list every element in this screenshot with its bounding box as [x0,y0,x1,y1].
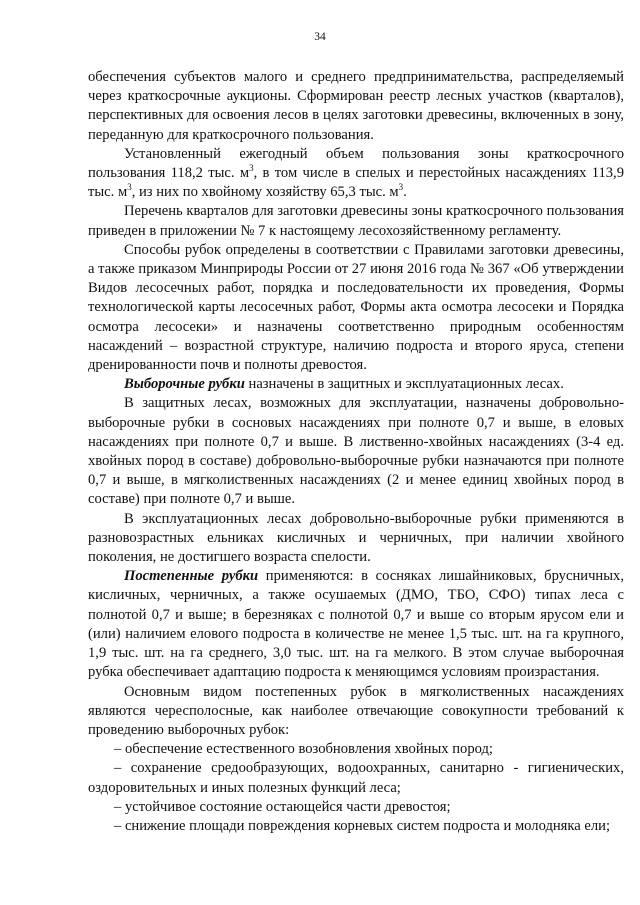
paragraph-quarter-list: Перечень кварталов для заготовки древесины зоны краткосрочного пользования приведен в приложении № 7 к настоящему лесохозяйственному регламенту. [88,203,624,239]
list-item: – обеспечение естественного возобновления хвойных пород; [114,741,493,758]
paragraph-gradual-cutting [88,567,624,682]
paragraph-strip-cutting: Основным видом постепенных рубок в мягколиственных насаждениях являются чересполосные, как наиболее отвечающие совокупности требований к проведению выборочных рубок: [88,683,624,738]
volume-text-d: . [403,184,407,201]
term-selective-cutting: Выборочные рубки [124,376,245,393]
document-body [88,68,624,836]
page-number: 34 [314,31,326,43]
term-gradual-cutting: Постепенные рубки [124,568,259,585]
volume-text-c: , из них по хвойному хозяйству 65,3 тыс. м [131,184,399,201]
list-item: – сохранение средообразующих, водоохранных, санитарно - гигиенических, оздоровительных и иных полезных функций леса; [88,760,624,796]
paragraph-smb-reestr: обеспечения субъектов малого и среднего предпринимательства, распределяемый через краткосрочные аукционы. Сформирован реестр лесных участков (кварталов), перспективных для освоения лесов в целях заготовки древесины, включенных в зону, переданную для краткосрочного пользования. [88,69,624,143]
cubic-sup-1: 3 [249,163,254,174]
list-item: – снижение площади повреждения корневых систем подроста и молодняка ели; [114,817,611,834]
paragraph-cutting-methods: Способы рубок определены в соответствии с Правилами заготовки древесины, а также приказом Минприроды России от 27 июня 2016 года № 367 «Об утверждении Видов лесосечных работ, порядка и последовательности их проведения, Формы технологической карты лесосечных работ, Формы акта осмотра лесосеки и Порядка осмотра лесосеки» и назначены соответственно природным особенностям насаждений – возрастной структуре, наличию подроста и второго яруса, степени дренированности почв и полноты древостоя. [88,241,624,374]
volume-text-a: Установленный ежегодный объем пользования зоны краткосрочного пользования 118,2 тыс. м [88,145,624,182]
volume-text-b: , в том числе в спелых и перестойных насаждениях 113,9 тыс. м [88,165,624,201]
list-item: – устойчивое состояние остающейся части древостоя; [114,798,451,815]
cubic-sup-3: 3 [398,182,404,193]
gradual-cutting-text: применяются: в сосняках лишайниковых, брусничных, кисличных, черничных, а также осушаемых (ДМО, ТБО, СФО) типах леса с полнотой 0,7 и выше; в березняках с полнотой 0,7 и выше со вторым ярусом ели и (или) наличием елового подроста в количестве не менее 1,5 тыс. шт. на га крупного, 1,9 тыс. шт. на га среднего, 3,0 тыс. шт. на га мелкого. В этом случае выборочная рубка обеспечивает адаптацию подроста к меняющимся условиям произрастания. [88,568,624,681]
paragraph-annual-volume [88,145,624,203]
selective-cutting-text: назначены в защитных и эксплуатационных лесах. [244,376,564,393]
paragraph-exploitation-forests: В эксплуатационных лесах добровольно-выборочные рубки применяются в разновозрастных ельниках кисличных и черничных, при наличии хвойного поколения, не достигшего возраста спелости. [88,510,624,566]
paragraph-protective-forests: В защитных лесах, возможных для эксплуатации, назначены добровольно-выборочные рубки в сосновых насаждениях при полноте 0,7 и выше, в еловых насаждениях при полноте 0,7 и выше. В лиственно-хвойных насаждениях (3-4 ед. хвойных пород в составе) добровольно-выборочные рубки назначаются при полноте 0,7 и выше, в мягколиственных насаждениях (2 и менее единиц хвойных пород в составе) при полноте 0,7 и выше. [88,395,624,508]
cubic-sup-2: 3 [127,182,132,193]
paragraph-selective-cutting [88,375,624,394]
